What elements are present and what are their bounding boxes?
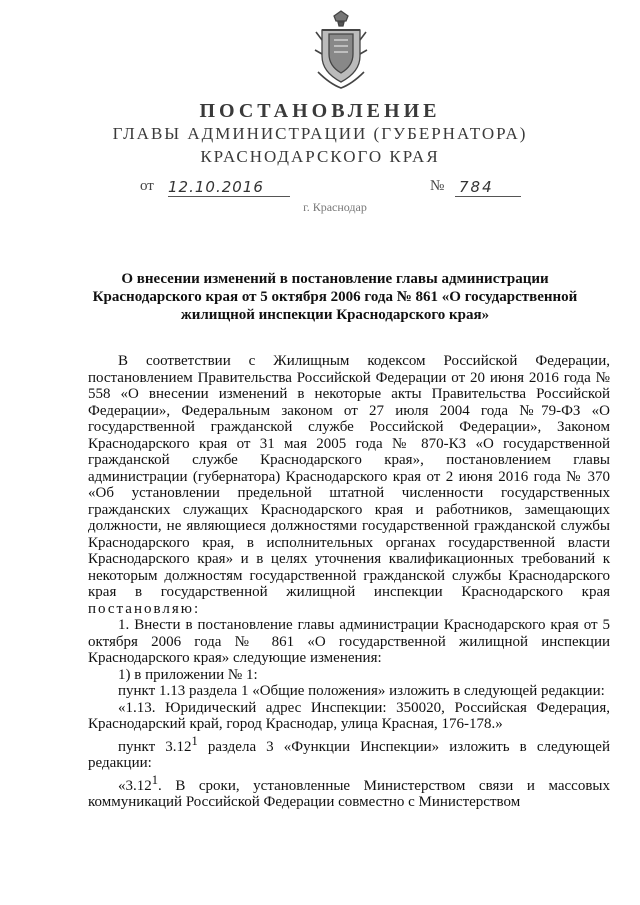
paragraph-3-12-content <box>88 772 610 811</box>
paragraph-address: «1.13. Юридический адрес Инспекции: 350020, Российская Федерация, Краснодарский край, город Краснодар, улица Красная, 176-178.» <box>88 699 610 732</box>
point-3-12-sup: 1 <box>191 733 198 748</box>
city-label: г. Краснодар <box>303 200 367 214</box>
region-heading: КРАСНОДАРСКОГО КРАЯ <box>200 147 440 166</box>
paragraph-point-1-13: пункт 1.13 раздела 1 «Общие положения» изложить в следующей редакции: <box>118 683 605 699</box>
coat-of-arms-icon <box>312 10 370 90</box>
content-3-12-text-b: . В сроки, установленные Министерством связи и массовых коммуникаций Российской Федерации совместно с Министерством <box>88 777 610 810</box>
document-title: О внесении изменений в постановление главы администрации Краснодарского края от 5 октября 2006 года № 861 «О государственной жилищной инспекции Краснодарского края» <box>92 271 578 323</box>
paragraph-preamble <box>88 353 610 617</box>
paragraph-point-3-12 <box>88 733 610 772</box>
content-3-12-text-a: «3.12 <box>118 777 152 794</box>
content-3-12-sup: 1 <box>151 772 158 787</box>
document-type-heading: ПОСТАНОВЛЕНИЕ <box>199 100 441 122</box>
point-3-12-text-a: пункт 3.12 <box>118 738 192 755</box>
preamble-text: В соответствии с Жилищным кодексом Российской Федерации, постановлением Правительства Российской Федерации от 20 июня 2016 года № 558 «О внесении изменений в некоторые акты Правительства Российской Федерации», Федеральным законом от 27 июля 2004 года №79-ФЗ «О государственной гражданской службе Российской Федерации», Законом Краснодарского края от 31 мая 2005 года № 870-КЗ «О государственной гражданской службе Краснодарского края», постановлением главы администрации (губернатора) Краснодарского края от 2 июня 2016 года № 370 «Об установлении предельной штатной численности государственных гражданских служащих Краснодарского края и работников, замещающих должности, не являющиеся должностями государственной гражданской службы Краснодарского края, в исполнительных органах государственной власти Краснодарского края» и в целях уточнения квалификационных требований к некоторым должностям государственной гражданской службы Краснодарского края в государственной жилищной инспекции Краснодарского края <box>88 353 610 600</box>
document-body <box>88 353 610 811</box>
preamble-tail: постановляю: <box>88 600 201 617</box>
issuer-heading: ГЛАВЫ АДМИНИСТРАЦИИ (ГУБЕРНАТОРА) <box>112 124 528 143</box>
paragraph-subitem-1: 1) в приложении № 1: <box>118 666 258 683</box>
number-value: 784 <box>455 178 521 197</box>
date-label: от <box>140 178 154 194</box>
date-value: 12.10.2016 <box>168 178 290 197</box>
point-3-12-text-b: раздела 3 «Функции Инспекции» изложить в следующей редакции: <box>88 738 610 771</box>
paragraph-item-1: 1. Внести в постановление главы администрации Краснодарского края от 5 октября 2006 года № 861 «О государственной жилищной инспекции Краснодарского края» следующие изменения: <box>88 617 610 666</box>
number-label: № <box>430 178 445 194</box>
